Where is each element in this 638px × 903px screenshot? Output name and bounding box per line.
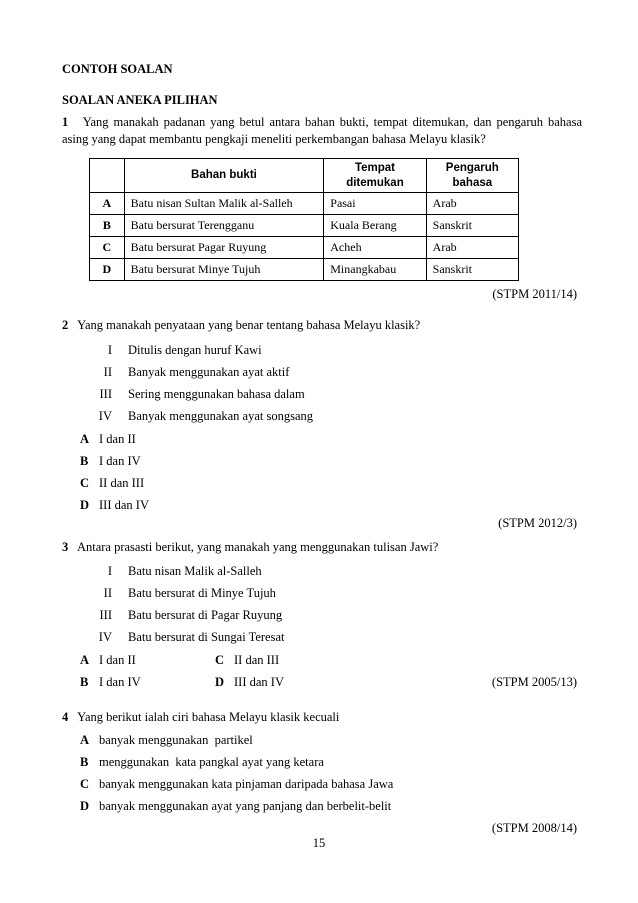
statement-number: III	[99, 387, 112, 401]
page-heading: CONTOH SOALAN	[62, 62, 173, 76]
option-text: banyak menggunakan partikel	[99, 733, 253, 747]
statement-number: IV	[98, 630, 112, 644]
table-row	[90, 215, 519, 237]
option-letter: D	[80, 498, 90, 512]
option-letter: A	[80, 653, 90, 667]
question-text: Yang manakah penyataan yang benar tentang bahasa Melayu klasik?	[77, 318, 421, 332]
option-text: II dan III	[234, 653, 280, 667]
table-cell: B	[90, 215, 125, 237]
statement-text: Batu nisan Malik al-Salleh	[128, 564, 262, 578]
option-letter: B	[80, 454, 89, 468]
question-1-reference: (STPM 2011/14)	[492, 287, 577, 301]
table-cell: Pasai	[324, 193, 426, 215]
table-header-evidence: Bahan bukti	[124, 159, 324, 193]
question-4-reference: (STPM 2008/14)	[491, 821, 577, 835]
question-number: 1	[62, 115, 69, 129]
option-letter: A	[80, 733, 90, 747]
question-number: 2	[62, 318, 69, 332]
option-text: I dan IV	[99, 675, 141, 689]
page-number: 15	[312, 836, 326, 850]
option-letter: D	[215, 675, 225, 689]
table-header-place: Tempat ditemukan	[324, 159, 426, 193]
table-header-influence: Pengaruh bahasa	[426, 159, 518, 193]
option-text: III dan IV	[99, 498, 149, 512]
option-letter: B	[80, 755, 89, 769]
table-cell: Batu bersurat Terengganu	[124, 215, 324, 237]
question-number: 4	[62, 710, 69, 724]
statement-text: Sering menggunakan bahasa dalam	[128, 387, 305, 401]
table-header-row	[90, 159, 519, 193]
table-row	[90, 237, 519, 259]
option-text: II dan III	[99, 476, 145, 490]
option-letter: C	[215, 653, 225, 667]
table-cell: Arab	[426, 193, 518, 215]
question-2	[62, 318, 420, 333]
question-number: 3	[62, 540, 69, 554]
question-text: Yang manakah padanan yang betul antara bahan bukti, tempat ditemukan, dan pengaruh bahasa asing yang dapat membantu pengkaji meneliti perkembangan bahasa Melayu klasik?	[62, 115, 582, 146]
option-letter: C	[80, 476, 90, 490]
table-cell: Acheh	[324, 237, 426, 259]
question-2-reference: (STPM 2012/3)	[498, 516, 577, 530]
option-text: I dan IV	[99, 454, 141, 468]
table-cell: A	[90, 193, 125, 215]
statement-number: II	[103, 365, 112, 379]
statement-number: III	[99, 608, 112, 622]
question-4	[62, 710, 339, 725]
table-cell: Batu bersurat Minye Tujuh	[124, 259, 324, 281]
statement-number: IV	[98, 409, 112, 423]
question-text: Yang berikut ialah ciri bahasa Melayu klasik kecuali	[77, 710, 340, 724]
statement-text: Batu bersurat di Pagar Ruyung	[128, 608, 283, 622]
statement-number: I	[107, 343, 112, 357]
table-cell: Batu bersurat Pagar Ruyung	[124, 237, 324, 259]
statement-number: I	[107, 564, 112, 578]
evidence-table	[89, 158, 519, 281]
table-row	[90, 259, 519, 281]
option-text: banyak menggunakan ayat yang panjang dan berbelit-belit	[99, 799, 392, 813]
option-letter: B	[80, 675, 89, 689]
option-letter: A	[80, 432, 90, 446]
statement-text: Banyak menggunakan ayat songsang	[128, 409, 314, 423]
statement-text: Banyak menggunakan ayat aktif	[128, 365, 290, 379]
table-cell: Batu nisan Sultan Malik al-Salleh	[124, 193, 324, 215]
question-3-reference: (STPM 2005/13)	[491, 675, 577, 689]
question-3	[62, 540, 438, 555]
option-text: banyak menggunakan kata pinjaman daripada bahasa Jawa	[99, 777, 394, 791]
option-text: menggunakan kata pangkal ayat yang ketara	[99, 755, 324, 769]
option-text: I dan II	[99, 432, 136, 446]
statement-text: Batu bersurat di Sungai Teresat	[128, 630, 285, 644]
statement-text: Ditulis dengan huruf Kawi	[128, 343, 262, 357]
option-text: I dan II	[99, 653, 136, 667]
question-text: Antara prasasti berikut, yang manakah yang menggunakan tulisan Jawi?	[76, 540, 439, 554]
option-letter: C	[80, 777, 90, 791]
table-cell: Sanskrit	[426, 215, 518, 237]
question-1	[62, 114, 582, 148]
table-cell: Arab	[426, 237, 518, 259]
table-cell: Kuala Berang	[324, 215, 426, 237]
option-text: III dan IV	[234, 675, 284, 689]
table-cell: C	[90, 237, 125, 259]
section-heading: SOALAN ANEKA PILIHAN	[62, 93, 218, 107]
table-cell: Minangkabau	[324, 259, 426, 281]
table-header-option	[90, 159, 125, 193]
statement-text: Batu bersurat di Minye Tujuh	[128, 586, 276, 600]
statement-number: II	[103, 586, 112, 600]
table-cell: D	[90, 259, 125, 281]
table-row	[90, 193, 519, 215]
table-cell: Sanskrit	[426, 259, 518, 281]
option-letter: D	[80, 799, 90, 813]
